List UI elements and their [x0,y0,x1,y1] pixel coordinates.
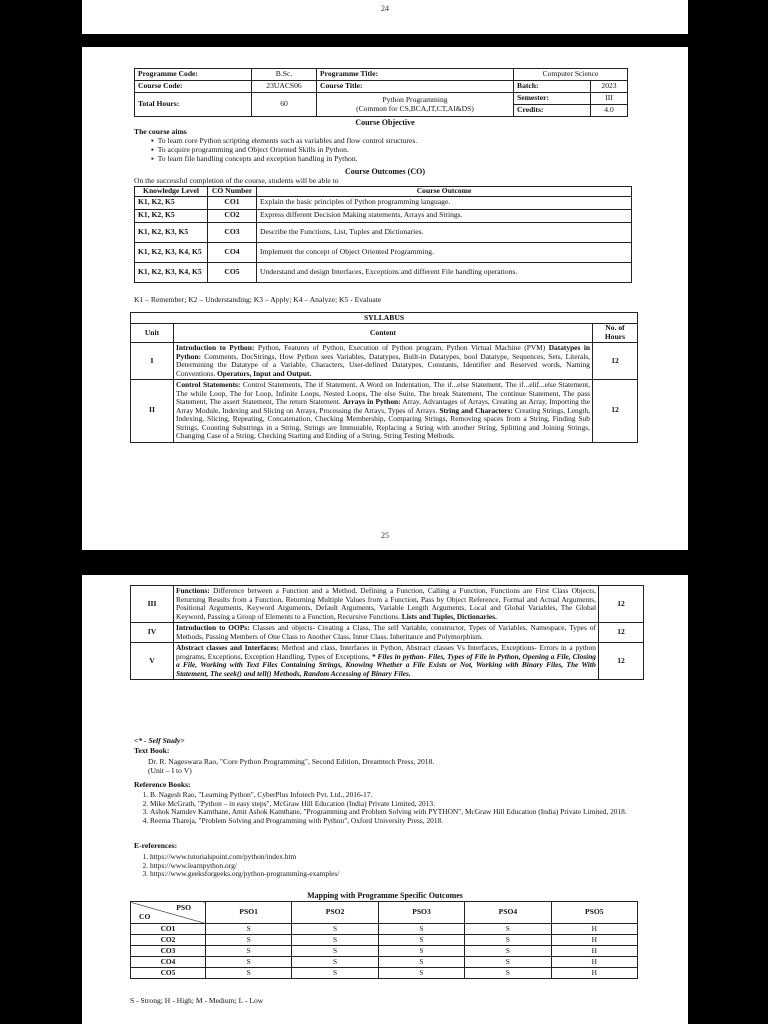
co-outcome: Implement the concept of Object Oriented Programming. [257,242,632,262]
co-number: CO4 [208,242,257,262]
mapping-cell: H [551,946,637,957]
co-number: CO1 [208,196,257,209]
col-course-outcome: Course Outcome [257,187,632,197]
mapping-cell: S [378,924,464,935]
mapping-corner-cell [131,902,206,924]
mapping-cell: H [551,924,637,935]
mapping-cell: S [206,935,292,946]
total-hours-label: Total Hours: [135,93,252,117]
batch-label: Batch: [514,81,591,93]
co-level: K1, K2, K5 [135,196,208,209]
topic-text: Comments, DocStrings, How Python sees Variables, Datatypes, Built-in Datatypes, bool Datatype, Sequences, Sets, Literals, Determining the Datatype of a Variable, Characters, User-defined Datatypes, Constants, Identifier and Reserved words, Naming Conventions. [176,351,590,378]
reference-item: 2. Mike McGrath, "Python – in easy steps", McGraw Hill Education (India) Private Limited, 2013. [150,800,690,809]
co-number: CO5 [208,262,257,282]
mapping-co: CO1 [131,924,206,935]
col-hours: No. of Hours [593,324,638,343]
unit-hours: 12 [593,380,638,443]
course-header-table [134,68,628,117]
pso-column-header: PSO2 [292,902,378,924]
pso-mapping-table [130,901,638,979]
mapping-cell: S [206,968,292,979]
topic-text: Python, Features of Python, Execution of Python program, Python Virtual Machine (PVM) [254,343,549,352]
unit-content [174,343,593,380]
co-outcome: Understand and design Interfaces, Exceptions and different File handling operations. [257,262,632,282]
col-unit: Unit [131,324,174,343]
course-title [317,93,514,117]
unit-number: II [131,380,174,443]
topic-text: Control Statements, The if Statement, A Word on Indentation, The if...else Statement, The if...elif...else Statement, The while Loop, The for Loop, Infinite Loops, Nested Loops, The else Suite, The break Statement, The continue Statement, The pass Statement, The assert Statement, The return Statement. [176,380,591,406]
text-book-heading: Text Book: [134,746,170,755]
mapping-cell: S [378,957,464,968]
co-level: K1, K2, K3, K5 [135,222,208,242]
reference-item: 4. Reema Thareja, "Problem Solving and Programming with Python", Oxford University Press, 2018. [150,817,690,826]
topic-text: Creating Strings, Length, Indexing, Slicing, Repeating, Concatenation, Checking Membership, Comparing Strings, Removing spaces from a String, Finding Sub Strings, Counting Substrings in a String, Strings are Immutable, Replacing a String with another String, Splitting and Joining Strings, Changing Case of a String, Checking Starting and Ending of a String, String Testing Methods. [176,405,590,440]
syllabus-heading: SYLLABUS [131,313,638,324]
topic-text: Method and class, Interfaces in Python, Abstract classes Vs Interfaces, Exceptions- Errors in a python programs, Exceptions, Exception Handling, Types of Exceptions, [176,643,596,661]
mapping-cell: S [292,968,378,979]
aims-heading: The course aims [134,127,187,136]
page-number-25: 25 [381,531,389,540]
topic-heading: Introduction to Python: [176,343,255,352]
credits: 4.0 [591,105,628,117]
e-reference-link[interactable]: 1. https://www.tutorialspoint.com/python/index.htm [150,853,339,862]
self-study-note: <* - Self Study> [134,736,185,745]
unit-hours: 12 [599,623,644,643]
mapping-legend: S - Strong; H - High; M - Medium; L - Low [130,996,264,1005]
unit-number: V [131,643,174,680]
corner-co: CO [139,912,151,922]
mapping-cell: S [292,957,378,968]
pso-column-header: PSO4 [465,902,551,924]
unit-hours: 12 [593,343,638,380]
mapping-co: CO2 [131,935,206,946]
co-number: CO2 [208,209,257,222]
text-book-entry: Dr. R. Nageswara Rao, "Core Python Programming", Second Edition, Dreamtech Press, 2018. [148,757,435,766]
co-level: K1, K2, K3, K4, K5 [135,262,208,282]
mapping-cell: S [378,946,464,957]
course-code-label: Course Code: [135,81,252,93]
outcomes-table [134,186,632,283]
col-content: Content [174,324,593,343]
course-title-label: Course Title: [317,81,514,93]
aim-item: ▪ To learn file handling concepts and exception handling in Python. [160,154,417,163]
mapping-cell: S [292,924,378,935]
syllabus-page-2 [82,575,688,1024]
col-co-number: CO Number [208,187,257,197]
mapping-cell: S [206,924,292,935]
unit-number: IV [131,623,174,643]
batch: 2023 [591,81,628,93]
credits-label: Credits: [514,105,591,117]
mapping-cell: S [465,957,551,968]
mapping-cell: S [206,957,292,968]
unit-number: III [131,586,174,623]
co-outcome: Express different Decision Making statements, Arrays and Strings. [257,209,632,222]
e-reference-link[interactable]: 3. https://www.geeksforgeeks.org/python-programming-examples/ [150,870,339,879]
pso-column-header: PSO1 [206,902,292,924]
mapping-cell: S [206,946,292,957]
page-number-24: 24 [381,4,389,13]
mapping-cell: S [465,946,551,957]
total-hours: 60 [252,93,317,117]
e-references-list [134,853,339,879]
unit-hours: 12 [599,643,644,680]
course-code: 23UACS06 [252,81,317,93]
pso-column-header: PSO5 [551,902,637,924]
mapping-cell: S [465,924,551,935]
pso-column-header: PSO3 [378,902,464,924]
mapping-cell: H [551,935,637,946]
e-reference-link[interactable]: 2. https://www.learnpython.org/ [150,862,339,871]
text-book-units: (Unit – I to V) [148,766,192,775]
knowledge-level-legend: K1 – Remember; K2 – Understanding; K3 – Apply; K4 – Analyze; K5 - Evaluate [134,295,382,304]
semester-label: Semester: [514,93,591,105]
co-outcome: Explain the basic principles of Python programming language. [257,196,632,209]
topic-heading: String and Characters: [439,405,513,415]
mapping-co: CO3 [131,946,206,957]
topic-text: Difference between a Function and a Method, Defining a Function, Calling a Function, Functions are First Class Objects, Returning Results from a Function, Returning Multiple Values from a Function, Pass by Object Reference, Formal and Actual Arguments, Positional Arguments, Keyword Arguments, Default Arguments, Variable Length Arguments, Local and Global Variables, The Global Keyword, Passing a Group of Elements to a Function, Recursive Functions. [176,586,596,621]
topic-heading: Abstract classes and Interfaces: [176,643,279,652]
programme-title-label: Programme Title: [317,69,514,81]
mapping-cell: H [551,957,637,968]
mapping-co: CO4 [131,957,206,968]
e-references-heading: E-references: [134,841,178,850]
course-title-text: Python Programming [382,94,448,104]
topic-heading: Introduction to OOPs: [176,623,250,632]
corner-pso: PSO [176,903,191,912]
syllabus-table-1 [130,312,638,443]
unit-content [174,623,599,643]
mapping-cell: S [292,935,378,946]
unit-content [174,380,593,443]
mapping-cell: S [378,968,464,979]
unit-number: I [131,343,174,380]
topic-heading: Datatypes in Python: [176,343,590,361]
aims-list [144,136,417,163]
col-knowledge-level: Knowledge Level [135,187,208,197]
mapping-cell: S [465,968,551,979]
syllabus-page-1 [82,47,688,550]
page-24-strip [82,0,688,34]
unit-content [174,643,599,680]
mapping-heading: Mapping with Programme Specific Outcomes [307,891,463,900]
unit-content [174,586,599,623]
reference-books-list [134,791,690,825]
aim-item: ▪ To acquire programming and Object Oriented Skills in Python. [160,145,417,154]
co-level: K1, K2, K3, K4, K5 [135,242,208,262]
topic-heading: Control Statements: [176,380,241,389]
course-objective-heading: Course Objective [355,118,415,127]
aim-item: ▪ To learn core Python scripting elements such as variables and flow control structures. [160,136,417,145]
topic-text: Classes and objects- Creating a Class, The self Variable, constructor, Types of Variables, Namespace, Types of Methods, Passing Members of One Class to Another Class, Inner Class. Inheritance and Polymorphism. [176,623,597,641]
course-outcomes-heading: Course Outcomes (CO) [345,167,425,176]
reference-books-heading: Reference Books: [134,780,191,789]
semester: III [591,93,628,105]
self-study-topic: * Files in python- Files, Types of File in Python, Opening a File, Closing a File, Working with Text Files Containing Strings, Knowing Whether a File Exists or Not, Working with Binary Files, The With Statement, The seek() and tell() Methods, Random Accessing of Binary Files. [176,651,596,678]
mapping-cell: S [378,935,464,946]
co-outcome: Describe the Functions, List, Tuples and Dictionaries. [257,222,632,242]
programme-code-label: Programme Code: [135,69,252,81]
topic-heading: Arrays in Python: [342,397,401,406]
reference-item: 3. Ashok Namdev Kamthane, Amit Ashok Kamthane, "Programming and Problem Solving with PYTHON", McGraw Hill Education (India) Private Limited, 2018. [150,808,690,817]
unit-hours: 12 [599,586,644,623]
reference-item: 1. B. Nagesh Rao, "Learning Python", CyberPlus Infotech Pvt. Ltd., 2016-17. [150,791,690,800]
topic-text: Array, Advantages of Arrays, Creating an Array, Importing the Array Module, Indexing and Slicing on Arrays, Processing the Arrays, Types of Arrays. [176,397,590,415]
co-level: K1, K2, K5 [135,209,208,222]
mapping-co: CO5 [131,968,206,979]
mapping-cell: S [292,946,378,957]
topic-heading: Functions: [176,586,210,595]
outcomes-intro: On the successful completion of the course, students will be able to [134,176,339,185]
mapping-cell: H [551,968,637,979]
course-title-sub: (Common for CS,BCA,IT,CT,AI&DS) [356,103,474,113]
mapping-cell: S [465,935,551,946]
topic-heading: Operators, Input and Output. [217,368,312,378]
topic-heading: Lists and Tuples, Dictionaries. [401,611,497,621]
programme-title: Computer Science [514,69,628,81]
programme-code: B.Sc. [252,69,317,81]
syllabus-table-2 [130,585,644,680]
co-number: CO3 [208,222,257,242]
